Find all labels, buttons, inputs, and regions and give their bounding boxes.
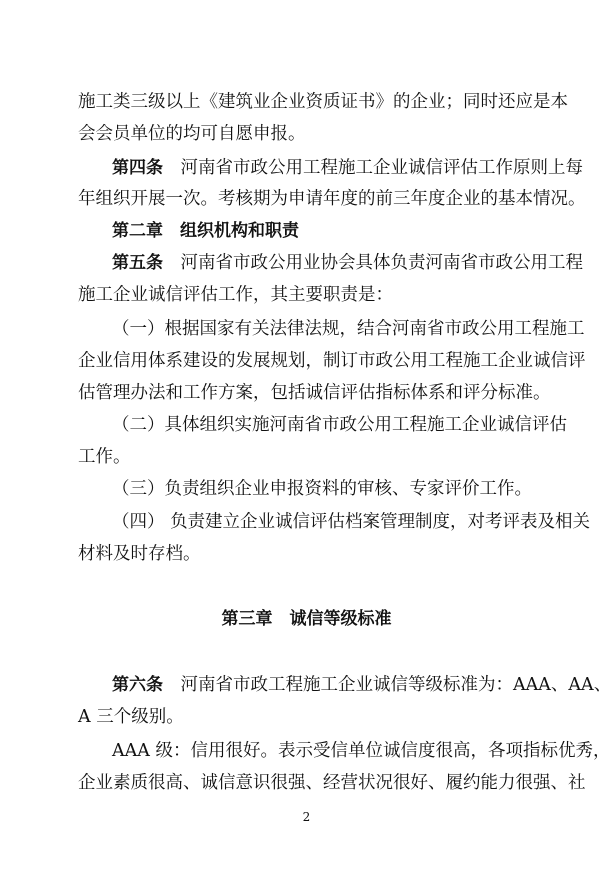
bold-text-run: 第二章 组织机构和职责 — [112, 221, 299, 241]
text-run: （三）负责组织企业申报资料的审核、专家评价工作。 — [112, 479, 532, 499]
article-6-line-1 — [112, 674, 611, 696]
article-5-line-1 — [112, 252, 583, 274]
bold-text-run: 第三章 诚信等级标准 — [221, 609, 392, 629]
text-run: 会会员单位的均可自愿申报。 — [78, 124, 306, 144]
text-run: （四） 负责建立企业诚信评估档案管理制度，对考评表及相关 — [112, 512, 591, 532]
item-2-line-2 — [78, 446, 131, 468]
text-run: 施工类三级以上《建筑业企业资质证书》的企业；同时还应是本 — [78, 92, 568, 112]
text-run: 河南省市政公用工程施工企业诚信评估工作原则上每 — [163, 158, 583, 178]
text-run: 河南省市政工程施工企业诚信等级标准为：AAA、AA、 — [163, 675, 612, 695]
article-4-line-2 — [78, 188, 586, 210]
text-run: 年组织开展一次。考核期为申请年度的前三年度企业的基本情况。 — [78, 189, 586, 209]
text-run: 估管理办法和工作方案，包括诚信评估指标体系和评分标准。 — [78, 383, 551, 403]
item-3-line — [112, 478, 532, 500]
text-run: AAA 级：信用很好。表示受信单位诚信度很高，各项指标优秀， — [112, 741, 611, 761]
item-1-line-2 — [78, 350, 586, 372]
text-run: 河南省市政公用业协会具体负责河南省市政公用工程 — [163, 253, 583, 273]
bold-text-run: 第六条 — [112, 675, 163, 695]
article-5-line-2 — [78, 284, 393, 306]
chapter-2-heading — [112, 220, 299, 242]
aaa-level-line-2 — [78, 772, 586, 794]
item-1-line-1 — [112, 318, 585, 340]
text-run: （二）具体组织实施河南省市政公用工程施工企业诚信评估 — [112, 415, 567, 435]
bold-text-run: 第五条 — [112, 253, 163, 273]
text-run: 工作。 — [78, 447, 131, 467]
item-2-line-1 — [112, 414, 567, 436]
article-4-line-1 — [112, 157, 583, 179]
text-run: （一）根据国家有关法律法规，结合河南省市政公用工程施工 — [112, 319, 585, 339]
text-line-1 — [78, 91, 568, 113]
text-line-2 — [78, 123, 306, 145]
item-4-line-1 — [112, 511, 590, 533]
chapter-3-heading — [0, 608, 613, 630]
text-run: 施工企业诚信评估工作，其主要职责是： — [78, 285, 393, 305]
item-1-line-3 — [78, 382, 551, 404]
item-4-line-2 — [78, 543, 201, 565]
text-run: A 三个级别。 — [78, 707, 184, 727]
text-run: 企业素质很高、诚信意识很强、经营状况很好、履约能力很强、社 — [78, 773, 586, 793]
text-run: 材料及时存档。 — [78, 544, 201, 564]
article-6-line-2 — [78, 706, 184, 728]
aaa-level-line-1 — [112, 740, 610, 762]
bold-text-run: 第四条 — [112, 158, 163, 178]
page-number: 2 — [302, 810, 311, 824]
text-run: 企业信用体系建设的发展规划，制订市政公用工程施工企业诚信评 — [78, 351, 586, 371]
